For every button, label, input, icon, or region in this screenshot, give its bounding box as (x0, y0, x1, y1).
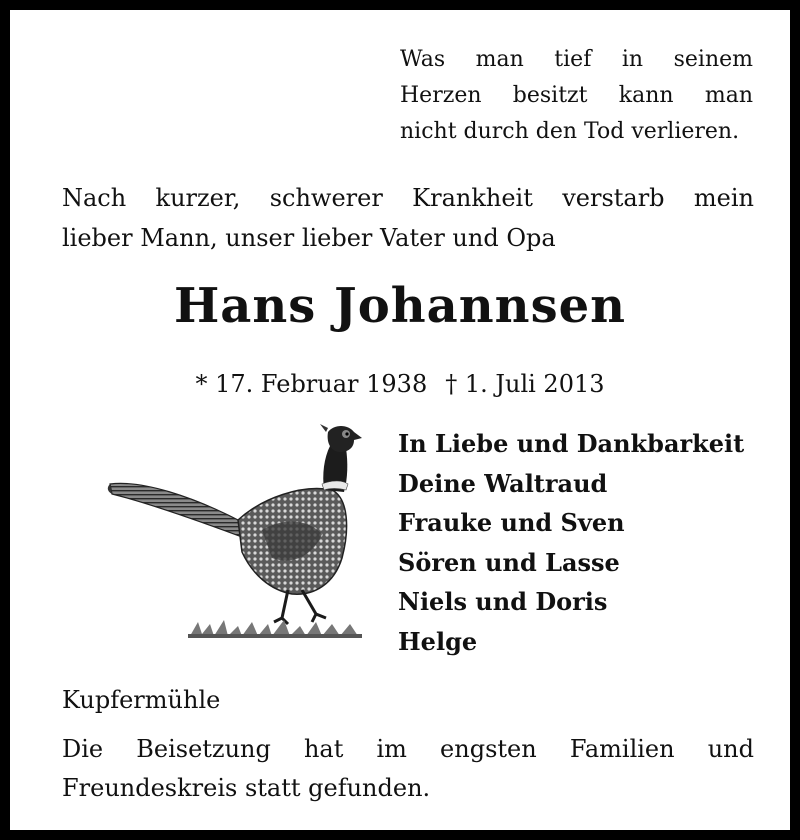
place-name: Kupfermühle (62, 686, 221, 714)
deceased-name: Hans Johannsen (173, 278, 627, 334)
intro-text (62, 178, 754, 258)
family-signatures (398, 424, 744, 661)
burial-notice (62, 730, 754, 808)
birth-date: * 17. Februar 1938 (195, 370, 428, 398)
family-line: Frauke und Sven (398, 508, 625, 537)
family-line: Helge (398, 626, 478, 656)
family-line: Deine Waltraud (398, 468, 608, 498)
memorial-quote (400, 42, 753, 150)
family-line: Sören und Lasse (398, 547, 620, 577)
burial-line: Die Beisetzung hat im engsten Familien und (62, 735, 754, 763)
quote-line: nicht durch den Tod verlieren. (400, 119, 740, 144)
quote-line: Herzen besitzt kann man (400, 83, 753, 108)
death-date: † 1. Juli 2013 (445, 370, 605, 398)
burial-line: Freundeskreis statt gefunden. (62, 774, 431, 802)
intro-line: lieber Mann, unser lieber Vater und Opa (62, 224, 556, 252)
pheasant-icon (102, 418, 364, 648)
life-dates (10, 370, 790, 398)
family-line: Niels und Doris (398, 587, 608, 616)
family-line: In Liebe und Dankbarkeit (398, 429, 745, 458)
quote-line: Was man tief in seinem (400, 47, 753, 72)
intro-line: Nach kurzer, schwerer Krankheit verstarb mein (62, 184, 754, 212)
obituary-notice (10, 10, 790, 830)
